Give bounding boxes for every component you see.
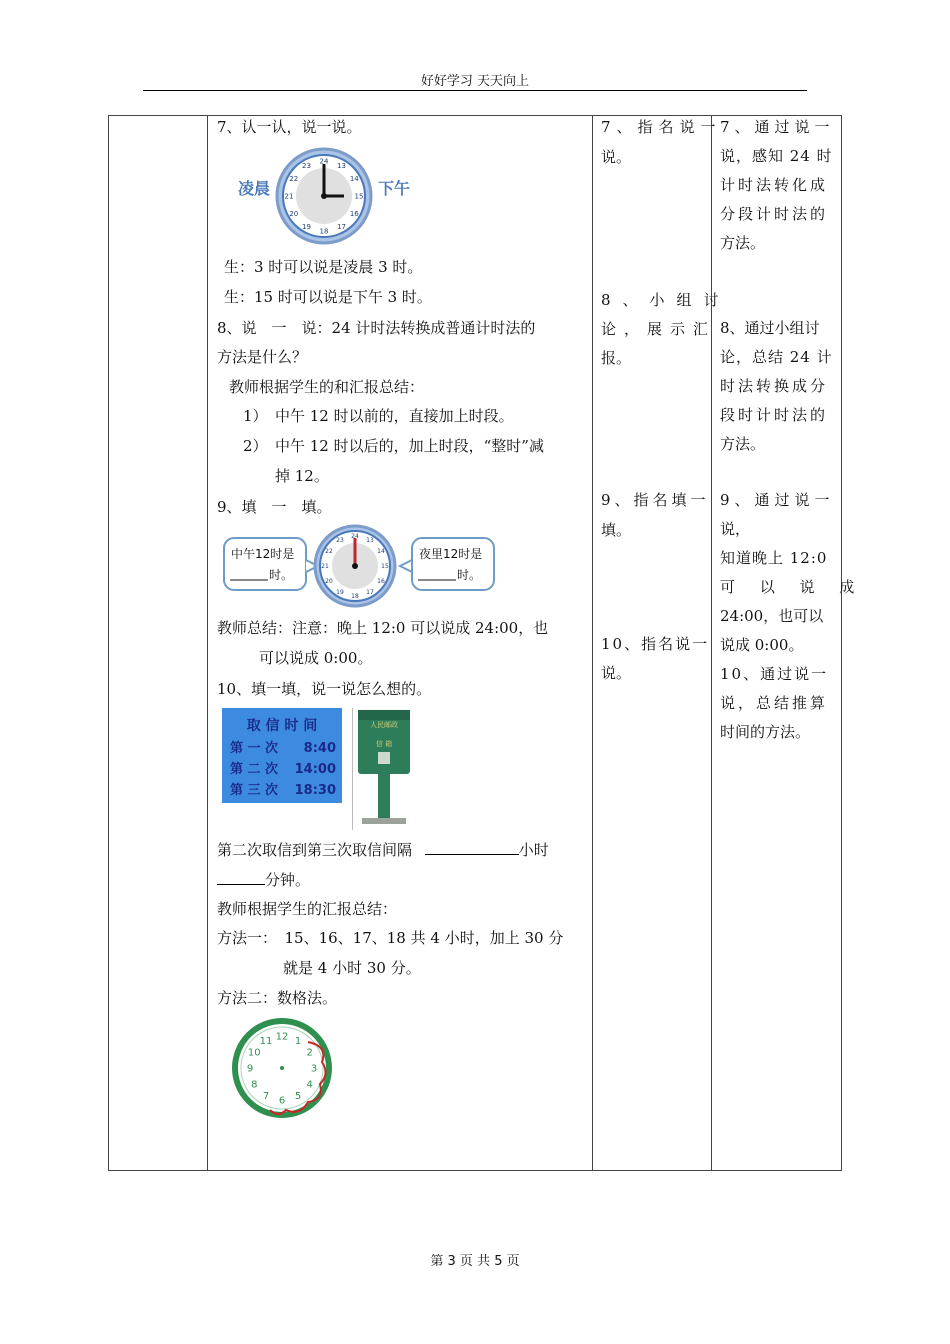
student-answer-1: 生：3 时可以说是凌晨 3 时。 bbox=[224, 258, 423, 276]
clock-numeral: 20 bbox=[325, 578, 333, 586]
method-one: 方法一： 15、16、17、18 共 4 小时，加上 30 分 bbox=[217, 929, 564, 947]
counting-clock-illustration bbox=[230, 1018, 340, 1123]
intent-8-line: 方法。 bbox=[720, 435, 766, 453]
clock-numeral: 20 bbox=[289, 210, 299, 218]
clock-numeral: 21 bbox=[321, 563, 329, 571]
activity-8-cont: 论，展示汇 bbox=[601, 320, 717, 338]
question-text: 第二次取信到第三次取信间隔 bbox=[217, 841, 413, 859]
hours-blank[interactable] bbox=[425, 840, 519, 855]
intent-8-line: 时法转换成分 bbox=[720, 377, 829, 395]
pickup-time: 8:40 bbox=[303, 741, 336, 756]
pickup-time: 14:00 bbox=[294, 762, 336, 777]
intent-10-line: 说，总结推算 bbox=[720, 694, 829, 712]
speech-bubble-left bbox=[224, 538, 306, 590]
section-8-question-cont: 方法是什么？ bbox=[217, 348, 308, 366]
clock-numeral: 14 bbox=[377, 548, 385, 556]
speech-bubble-right bbox=[412, 538, 494, 590]
section-8-summary: 教师根据学生的和汇报总结： bbox=[229, 378, 425, 396]
clock-numeral: 12 bbox=[275, 1031, 289, 1043]
bubble-right-suffix: 时。 bbox=[457, 568, 482, 582]
clock-numeral: 5 bbox=[294, 1091, 302, 1103]
intent-10-line: 时间的方法。 bbox=[720, 723, 811, 741]
clock-numeral: 15 bbox=[381, 563, 389, 571]
clock-center bbox=[352, 563, 358, 569]
page-footer: 第 3 页 共 5 页 bbox=[430, 1254, 520, 1269]
bubble-right-text: 夜里12时是 bbox=[419, 547, 483, 561]
activity-10-cont: 说。 bbox=[601, 664, 632, 682]
intent-9-line: 说， bbox=[720, 520, 751, 538]
clock-numeral: 13 bbox=[366, 537, 374, 545]
clock-numeral: 18 bbox=[319, 227, 329, 236]
mailbox-label: 人民邮政 bbox=[370, 721, 398, 729]
activity-7-text: 7、指名说一 bbox=[601, 118, 722, 136]
column-divider bbox=[207, 116, 208, 1170]
clock-numeral: 15 bbox=[354, 192, 364, 201]
section-9-note: 教师总结：注意：晚上 12:0 可以说成 24:00，也 bbox=[217, 619, 549, 637]
label-dawn: 凌晨 bbox=[238, 179, 271, 198]
mailbox-top bbox=[358, 710, 410, 720]
activity-7-cont: 说。 bbox=[601, 148, 632, 166]
intent-9-line: 24:00，也可以 bbox=[720, 607, 824, 625]
label-afternoon: 下午 bbox=[378, 179, 411, 198]
clock-numeral: 14 bbox=[349, 175, 359, 183]
clock-numeral: 4 bbox=[306, 1079, 313, 1091]
rule-2: 中午 12 时以后的，加上时段，“整时”减 bbox=[275, 437, 544, 455]
clock-numeral: 18 bbox=[351, 593, 359, 601]
page-header: 好好学习 天天向上 bbox=[420, 74, 530, 89]
pickup-label: 第 三 次 bbox=[230, 783, 279, 798]
section-8-question: 8、说 一 说：24 计时法转换成普通计时法的 bbox=[217, 319, 536, 337]
intent-8-line: 8、通过小组讨 bbox=[720, 319, 820, 337]
clock-numeral: 17 bbox=[337, 222, 346, 231]
intent-7-line: 计时法转化成 bbox=[720, 176, 829, 194]
activity-8-cont2: 报。 bbox=[601, 349, 632, 367]
activity-9-cont: 填。 bbox=[601, 521, 632, 539]
student-answer-2: 生：15 时可以说是下午 3 时。 bbox=[224, 288, 432, 306]
intent-7-line: 7、通过说一 bbox=[720, 118, 835, 136]
clock-numeral: 21 bbox=[284, 192, 294, 201]
mailbox-lock bbox=[378, 752, 390, 764]
pickup-time: 18:30 bbox=[294, 783, 336, 798]
mailbox-base bbox=[362, 818, 406, 824]
list-number: 1） bbox=[243, 407, 268, 425]
clock-numeral: 17 bbox=[366, 589, 374, 597]
clock-numeral: 16 bbox=[377, 578, 385, 586]
intent-7-line: 方法。 bbox=[720, 234, 766, 252]
activity-7 bbox=[601, 117, 722, 137]
intent-7-line: 分段计时法的 bbox=[720, 205, 829, 223]
image-border bbox=[352, 708, 353, 830]
mail-pickup-board bbox=[222, 708, 342, 803]
intent-9-line: 可 以 说 成 bbox=[720, 578, 865, 596]
clock-numeral: 7 bbox=[262, 1091, 270, 1103]
rule-1: 中午 12 时以前的，直接加上时段。 bbox=[275, 407, 514, 425]
clock-numeral: 3 bbox=[310, 1063, 318, 1075]
clock-numeral: 24 bbox=[351, 533, 359, 541]
list-number: 2） bbox=[243, 437, 268, 455]
section-9-title: 9、填 一 填。 bbox=[217, 498, 332, 516]
activity-8: 8、小组讨 bbox=[601, 291, 731, 309]
clock-numeral: 10 bbox=[247, 1047, 261, 1059]
clock-numeral: 1 bbox=[294, 1035, 302, 1047]
clock-numeral: 22 bbox=[325, 548, 333, 556]
minutes-blank[interactable] bbox=[217, 870, 265, 885]
clock-numeral: 24 bbox=[319, 157, 329, 166]
intent-10-line: 10、通过说一 bbox=[720, 665, 829, 683]
section-7-title: 7、认一认，说一说。 bbox=[217, 118, 362, 136]
intent-8-line: 段时计时法的 bbox=[720, 406, 829, 424]
method-two: 方法二：数格法。 bbox=[217, 989, 338, 1007]
minutes-unit: 分钟。 bbox=[265, 871, 311, 889]
column-divider bbox=[592, 116, 593, 1170]
bubble-left-text: 中午12时是 bbox=[231, 547, 295, 561]
bubble-tail bbox=[400, 560, 412, 572]
clock-numeral: 22 bbox=[289, 175, 299, 183]
pickup-label: 第 一 次 bbox=[230, 741, 279, 756]
board-title: 取 信 时 间 bbox=[246, 718, 318, 734]
section-10-summary: 教师根据学生的汇报总结： bbox=[217, 900, 398, 918]
section-10-question-cont bbox=[217, 870, 310, 890]
pickup-label: 第 二 次 bbox=[230, 762, 279, 777]
midnight-noon-illustration bbox=[222, 524, 497, 608]
intent-9-line: 说成 0:00。 bbox=[720, 636, 804, 654]
activity-9: 9、指名填一 bbox=[601, 491, 710, 509]
activity-10: 10、指名说一 bbox=[601, 635, 710, 653]
section-10-title: 10、填一填，说一说怎么想的。 bbox=[217, 680, 432, 698]
clock-numeral: 16 bbox=[349, 210, 359, 218]
clock-numeral: 23 bbox=[336, 537, 344, 545]
method-one-cont: 就是 4 小时 30 分。 bbox=[283, 959, 421, 977]
intent-8-line: 论，总结 24 计 bbox=[720, 348, 833, 366]
intent-9-line: 知道晚上 12:0 bbox=[720, 549, 828, 567]
clock-numeral: 2 bbox=[306, 1047, 313, 1059]
clock-numeral: 8 bbox=[251, 1079, 258, 1091]
section-9-note-cont: 可以说成 0:00。 bbox=[259, 649, 373, 667]
section-10-question bbox=[217, 840, 549, 860]
intent-7-line: 说，感知 24 时 bbox=[720, 147, 833, 165]
intent-9-line: 9、通过说一 bbox=[720, 491, 835, 509]
rule-2-cont: 掉 12。 bbox=[275, 467, 329, 485]
header-rule bbox=[143, 90, 807, 91]
clock-numeral: 23 bbox=[302, 162, 311, 171]
mailbox-illustration bbox=[352, 708, 414, 830]
clock-numeral: 6 bbox=[278, 1095, 286, 1107]
clock-numeral: 9 bbox=[246, 1063, 254, 1075]
hours-unit: 小时 bbox=[518, 841, 549, 859]
clock-24h-illustration bbox=[230, 142, 420, 252]
clock-numeral: 13 bbox=[337, 162, 346, 171]
column-divider bbox=[711, 116, 712, 1170]
bubble-left-suffix: 时。 bbox=[269, 568, 294, 582]
clock-numeral: 19 bbox=[336, 589, 344, 597]
clock-numeral: 11 bbox=[259, 1035, 273, 1047]
clock-center bbox=[321, 193, 327, 199]
mailbox-slot-label: 信 箱 bbox=[375, 740, 393, 748]
clock-center bbox=[280, 1066, 284, 1070]
clock-numeral: 19 bbox=[302, 222, 311, 231]
mailbox-post bbox=[378, 774, 390, 820]
